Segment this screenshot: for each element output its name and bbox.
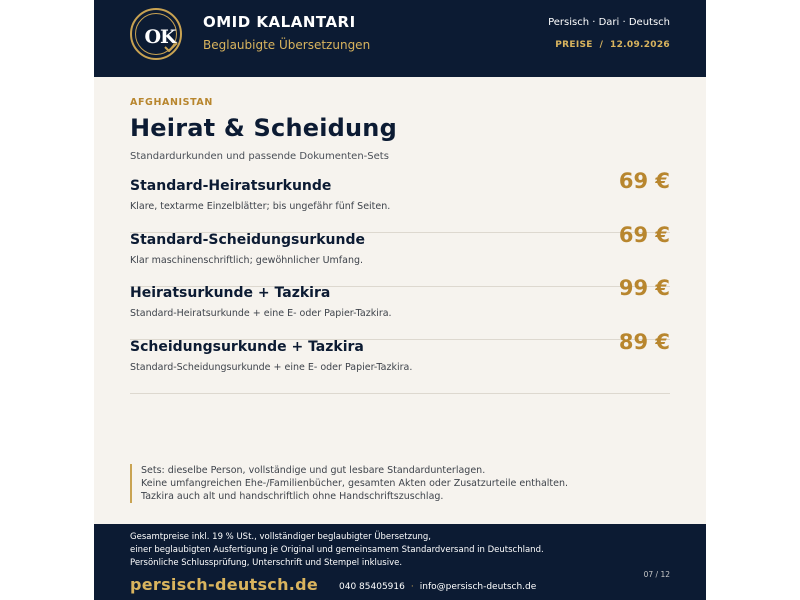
price-sheet-page: [94, 0, 706, 600]
note-line: Keine umfangreichen Ehe-/Familienbücher, gesamten Akten oder Zusatzurteile enthalten.: [141, 478, 569, 489]
item-name: Standard-Heiratsurkunde: [130, 178, 332, 194]
contact-info: [339, 582, 536, 592]
item-name: Standard-Scheidungsurkunde: [130, 232, 365, 248]
email-link[interactable]: info@persisch-deutsch.de: [419, 582, 537, 592]
footer-terms: [130, 531, 544, 571]
item-description: Standard-Heiratsurkunde + eine E- oder Papier-Tazkira.: [130, 308, 392, 319]
footer-line: Persönliche Schlussprüfung, Unterschrift und Stempel inklusive.: [130, 558, 403, 569]
note-line: Sets: dieselbe Person, vollständige und gut lesbare Standardunterlagen.: [141, 465, 486, 476]
item-description: Klar maschinenschriftlich; gewöhnlicher Umfang.: [130, 255, 364, 266]
price-item: [130, 330, 670, 394]
separator: ·: [410, 582, 414, 592]
check-icon: [164, 42, 178, 52]
item-price: 89 €: [618, 330, 670, 354]
page-subtitle: Standardurkunden und passende Dokumenten-Sets: [130, 151, 389, 162]
language-list: Persisch · Dari · Deutsch: [548, 17, 670, 28]
item-price: 99 €: [618, 276, 670, 300]
sets-note: [130, 464, 568, 503]
logo-text: OK: [144, 26, 176, 48]
footer-line: Gesamtpreise inkl. 19 % USt., vollständiger beglaubigter Übersetzung,: [130, 532, 431, 542]
item-name: Scheidungsurkunde + Tazkira: [130, 339, 364, 355]
footer-line: einer beglaubigten Ausfertigung je Original und gemeinsamem Standardversand in Deutschland.: [130, 545, 544, 556]
phone-link[interactable]: 040 85405916: [339, 582, 405, 592]
footer-bar: [94, 524, 706, 600]
brand-name: OMID KALANTARI: [203, 13, 356, 31]
logo-badge: [130, 8, 182, 60]
item-price: 69 €: [618, 223, 670, 247]
price-date-label: PREISE / 12.09.2026: [555, 40, 670, 50]
item-price: 69 €: [618, 169, 670, 193]
logo-ring: [135, 13, 177, 55]
page-title: Heirat & Scheidung: [130, 114, 397, 142]
website-link[interactable]: persisch-deutsch.de: [130, 575, 319, 594]
item-description: Klare, textarme Einzelblätter; bis ungefähr fünf Seiten.: [130, 201, 391, 212]
price-item: [130, 276, 670, 340]
item-name: Heiratsurkunde + Tazkira: [130, 285, 331, 301]
page-number: 07 / 12: [643, 570, 670, 579]
price-item: [130, 223, 670, 287]
item-description: Standard-Scheidungsurkunde + eine E- oder Papier-Tazkira.: [130, 362, 413, 373]
brand-subtitle: Beglaubigte Übersetzungen: [203, 38, 371, 52]
note-line: Tazkira auch alt und handschriftlich ohne Handschriftszuschlag.: [141, 491, 444, 502]
price-item: [130, 169, 670, 233]
header-bar: [94, 0, 706, 77]
country-eyebrow: AFGHANISTAN: [130, 97, 213, 108]
